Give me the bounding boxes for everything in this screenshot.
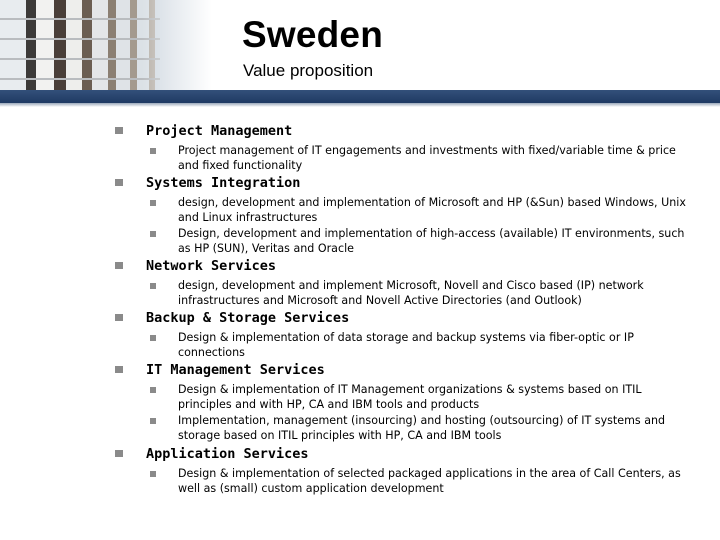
bullet-icon <box>115 314 123 321</box>
section-heading: Backup & Storage Services <box>146 310 350 326</box>
sub-bullet-icon <box>150 387 156 393</box>
section-heading: Network Services <box>146 258 277 274</box>
item-text: design, development and implementation of Microsoft and HP (&Sun) based Windows, Unix and Linux infrastructures <box>178 196 686 224</box>
section-heading: IT Management Services <box>146 362 325 378</box>
list-item <box>178 196 698 227</box>
header-band-shadow <box>0 103 720 107</box>
sub-bullet-icon <box>150 418 156 424</box>
section-systems-integration <box>0 173 720 256</box>
section-heading: Systems Integration <box>146 175 301 191</box>
section-heading: Application Services <box>146 446 309 462</box>
sub-bullet-icon <box>150 335 156 341</box>
item-text: Project management of IT engagements and investments with fixed/variable time & price and fixed functionality <box>178 144 676 172</box>
list-item <box>178 227 698 258</box>
item-text: Design & implementation of IT Management organizations & systems based on ITIL principles and with HP, CA and IBM tools and products <box>178 383 642 411</box>
bullet-icon <box>115 179 123 186</box>
item-text: Design, development and implementation of high-access (available) IT environments, such as HP (SUN), Veritas and Oracle <box>178 227 685 255</box>
item-text: design, development and implement Microsoft, Novell and Cisco based (IP) network infrastructures and Microsoft and Novell Active Directories (and Outlook) <box>178 279 644 307</box>
item-text: Design & implementation of selected packaged applications in the area of Call Centers, as well as (small) custom application development <box>178 467 681 495</box>
page-subtitle: Value proposition <box>243 61 374 80</box>
list-item <box>178 383 698 414</box>
content-list <box>0 121 720 496</box>
section-it-management <box>0 360 720 444</box>
list-item <box>178 467 698 498</box>
list-item <box>178 279 698 310</box>
building-photo <box>0 0 212 90</box>
sub-bullet-icon <box>150 200 156 206</box>
header-band <box>0 90 720 103</box>
sub-bullet-icon <box>150 231 156 237</box>
item-text: Design & implementation of data storage and backup systems via fiber-optic or IP connections <box>178 331 634 359</box>
page-title: Sweden <box>242 14 384 55</box>
sub-bullet-icon <box>150 283 156 289</box>
item-text: Implementation, management (insourcing) and hosting (outsourcing) of IT systems and storage based on ITIL principles with HP, CA and IBM tools <box>178 414 666 442</box>
section-backup-storage <box>0 308 720 360</box>
sub-bullet-icon <box>150 148 156 154</box>
list-item <box>178 414 698 445</box>
list-item <box>178 144 698 175</box>
section-project-management <box>0 121 720 173</box>
section-heading: Project Management <box>146 123 293 139</box>
list-item <box>178 331 698 362</box>
bullet-icon <box>115 450 123 457</box>
bullet-icon <box>115 127 123 134</box>
section-network-services <box>0 256 720 308</box>
bullet-icon <box>115 366 123 373</box>
sub-bullet-icon <box>150 471 156 477</box>
bullet-icon <box>115 262 123 269</box>
section-application-services <box>0 444 720 496</box>
